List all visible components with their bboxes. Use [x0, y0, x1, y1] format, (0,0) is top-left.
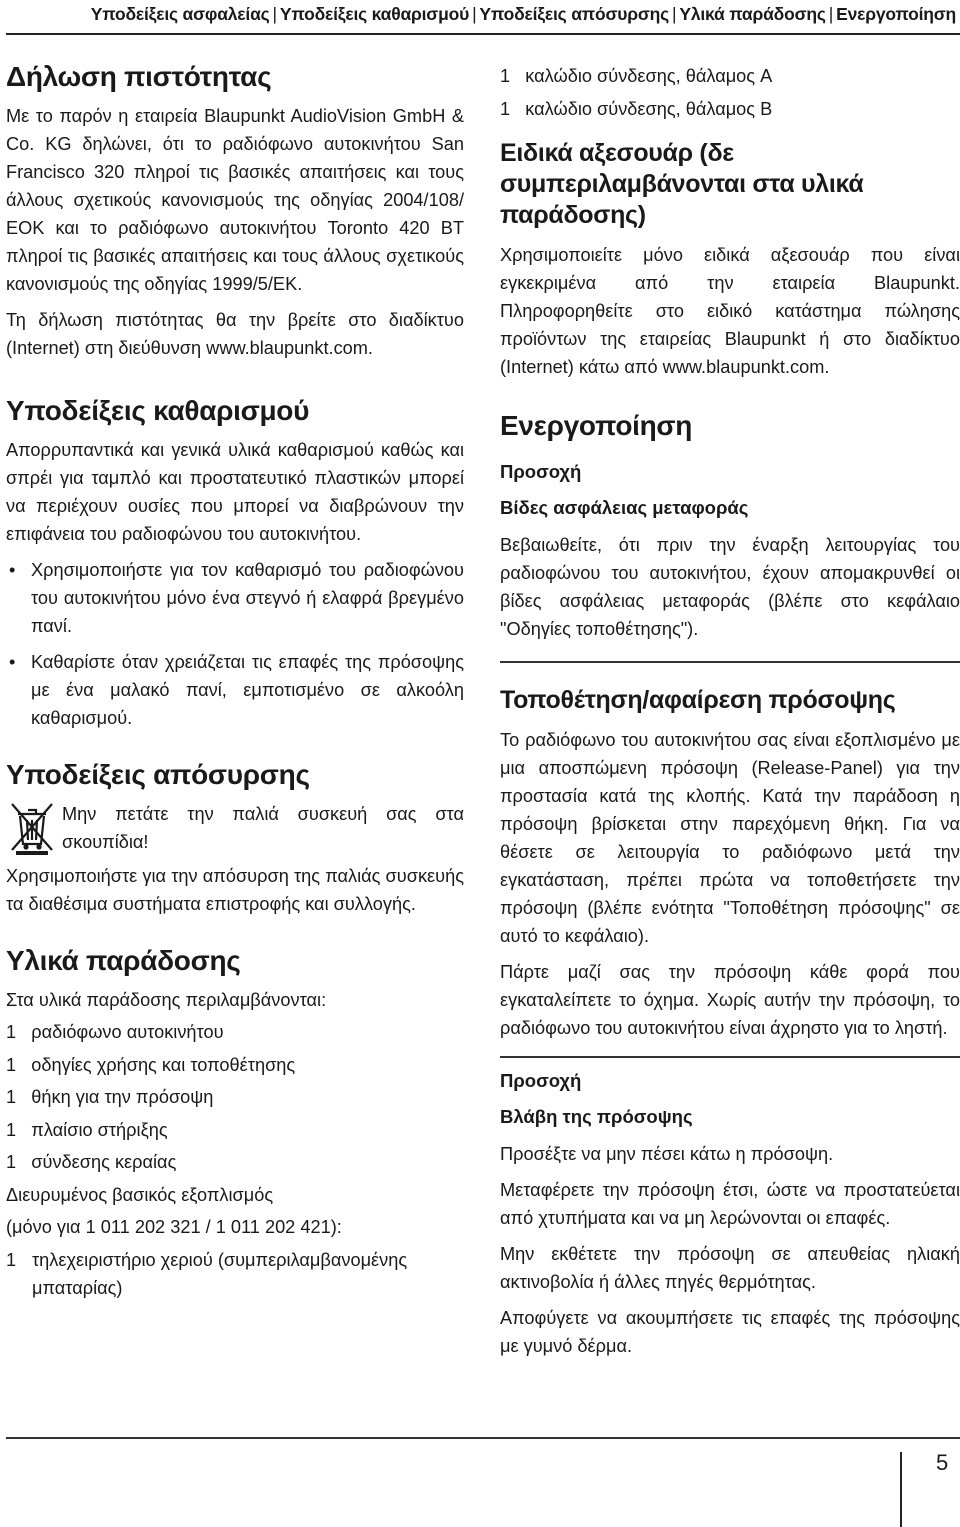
disposal-title: Υποδείξεις απόσυρσης — [6, 759, 310, 790]
runhead-item-disposal: Υποδείξεις απόσυρσης — [479, 4, 669, 24]
disposal-warning-row — [6, 800, 464, 856]
activation-caution: Προσοχή — [500, 461, 582, 482]
runhead-item-safety: Υποδείξεις ασφαλείας — [90, 4, 270, 24]
faceplate-subtitle: Βλάβη της πρόσοψης — [500, 1106, 693, 1127]
declaration-web-text: Τη δήλωση πιστότητας θα την βρείτε στο διαδίκτυο (Internet) στη διεύθυνση www.blaupunkt.com. — [6, 310, 464, 358]
disposal-text: Χρησιμοποιήστε για την απόσυρση της παλιάς συσκευής τα διαθέσιμα συστήματα επιστροφής και συλλογής. — [6, 866, 464, 914]
activation-text: Βεβαιωθείτε, ότι πριν την έναρξη λειτουργίας του ραδιοφώνου του αυτοκινήτου, έχουν απομακρυνθεί οι βίδες ασφάλειας μεταφοράς (βλέπε στο κεφάλαιο "Οδηγίες τοποθέτησης"). — [500, 535, 960, 639]
left-column — [6, 60, 464, 1302]
accessories-text: Χρησιμοποιείτε μόνο ειδικά αξεσουάρ που είναι εγκεκριμένα από την εταιρεία Blaupunkt. Πληροφορηθείτε στο ειδικό κατάστημα πώλησης προϊόντων της εταιρείας Blaupunkt ή στο διαδίκτυο (Internet) κάτω από www.blaupunkt.com. — [500, 245, 960, 377]
runhead-item-activation: Ενεργοποίηση — [836, 4, 956, 24]
faceplate-warning: Μην εκθέτετε την πρόσοψη σε απευθείας ηλιακή ακτινοβολία ή άλλες πηγές θερμότητας. — [500, 1244, 960, 1292]
delivery-intro: Στα υλικά παράδοσης περιλαμβάνονται: — [6, 990, 327, 1010]
runhead-item-cleaning: Υποδείξεις καθαρισμού — [279, 4, 470, 24]
list-item: 1 σύνδεσης κεραίας — [6, 1152, 177, 1172]
extended-equipment-models: (μόνο για 1 011 202 321 / 1 011 202 421): — [6, 1217, 342, 1237]
faceplate-warning: Μεταφέρετε την πρόσοψη έτσι, ώστε να προστατεύεται από χτυπήματα και να μη λερώνονται οι επαφές. — [500, 1180, 960, 1228]
running-header: Υποδείξεις ασφαλείας | Υποδείξεις καθαρισμού | Υποδείξεις απόσυρσης | Υλικά παράδοσης | Ενεργοποίηση — [90, 4, 956, 24]
declaration-text: Με το παρόν η εταιρεία Blaupunkt AudioVision GmbH & Co. KG δηλώνει, ότι το ραδιόφωνο αυτοκινήτου San Francisco 320 πληροί τις βασικές απαιτήσεις και τους άλλους σχετικούς κανονισμούς της οδηγίας 2004/108/ΕΟΚ και το ραδιόφωνο αυτοκινήτου Toronto 420 BT πληροί τις βασικές απαιτήσεις και τους άλλους σχετικούς κανονισμούς της οδηγίας 1999/5/ΕΚ. — [6, 106, 464, 294]
faceplate-title: Τοποθέτηση/αφαίρεση πρόσοψης — [500, 686, 896, 714]
accessories-title: Ειδικά αξεσουάρ (δε συμπεριλαμβάνονται στα υλικά παράδοσης) — [500, 139, 864, 229]
faceplate-theft-text: Πάρτε μαζί σας την πρόσοψη κάθε φορά που εγκαταλείπετε το όχημα. Χωρίς αυτήν την πρόσοψη, το ραδιόφωνο του αυτοκινήτου είναι άχρηστο για το ληστή. — [500, 962, 960, 1038]
list-item: 1 θήκη για την πρόσοψη — [6, 1087, 214, 1107]
section-divider — [500, 661, 960, 663]
section-divider — [500, 1056, 960, 1058]
delivery-title: Υλικά παράδοσης — [6, 945, 241, 976]
page-number: 5 — [936, 1450, 949, 1475]
declaration-title: Δήλωση πιστότητας — [6, 61, 272, 92]
list-item: 1 καλώδιο σύνδεσης, θάλαμος A — [500, 66, 773, 86]
list-item: 1 πλαίσιο στήριξης — [6, 1119, 168, 1140]
disposal-warning: Μην πετάτε την παλιά συσκευή σας στα σκουπίδια! — [62, 804, 464, 852]
faceplate-warning: Προσέξτε να μην πέσει κάτω η πρόσοψη. — [500, 1144, 834, 1164]
cleaning-intro: Απορρυπαντικά και γενικά υλικά καθαρισμού καθώς και σπρέι για ταμπλό και προστατευτικό πλαστικών μπορεί να περιέχουν ουσίες που μπορεί να διαβρώνουν την επιφάνεια του ραδιοφώνου του αυτοκινήτου. — [6, 440, 464, 544]
crossed-out-wheelie-bin-icon — [6, 800, 58, 856]
extended-equipment-title: Διευρυμένος βασικός εξοπλισμός — [6, 1184, 274, 1205]
list-item: 1 τηλεχειριστήριο χεριού (συμπεριλαμβανομένης μπαταρίας) — [6, 1249, 408, 1298]
footer-rule — [6, 1437, 960, 1439]
activation-title: Ενεργοποίηση — [500, 410, 693, 441]
cleaning-bullets — [6, 556, 464, 732]
list-item: • Χρησιμοποιήστε για τον καθαρισμό του ραδιοφώνου του αυτοκινήτου μόνο ένα στεγνό ή ελαφρά βρεγμένο πανί. — [9, 560, 464, 636]
faceplate-warning: Αποφύγετε να ακουμπήσετε τις επαφές της πρόσοψης με γυμνό δέρμα. — [500, 1308, 960, 1356]
list-item: 1 ραδιόφωνο αυτοκινήτου — [6, 1022, 224, 1042]
faceplate-text: Το ραδιόφωνο του αυτοκινήτου σας είναι εξοπλισμένο με μια αποσπώμενη πρόσοψη (Release-Panel) για την προστασία κατά της κλοπής. Κατά την παράδοση η πρόσοψη βρίσκεται στην παρεχόμενη θήκη. Για να θέσετε σε λειτουργία το ραδιόφωνο μετά την εγκατάσταση, πρέπει πρώτα να τοποθετήσετε την πρόσοψη (βλέπε ενότητα "Τοποθέτηση πρόσοψης" σε αυτό το κεφάλαιο). — [500, 730, 960, 946]
list-item: • Καθαρίστε όταν χρειάζεται τις επαφές της πρόσοψης με ένα μαλακό πανί, εμποτισμένο σε αλκοόλη καθαρισμού. — [9, 652, 464, 728]
runhead-item-delivery: Υλικά παράδοσης — [679, 4, 826, 24]
faceplate-caution: Προσοχή — [500, 1070, 582, 1091]
activation-subtitle: Βίδες ασφάλειας μεταφοράς — [500, 497, 749, 518]
header-rule — [6, 33, 960, 35]
page-number-bar — [900, 1452, 902, 1527]
cleaning-title: Υποδείξεις καθαρισμού — [6, 395, 310, 426]
right-column — [500, 60, 960, 1368]
list-item: 1 καλώδιο σύνδεσης, θάλαμος B — [500, 99, 773, 119]
list-item: 1 οδηγίες χρήσης και τοποθέτησης — [6, 1054, 296, 1075]
